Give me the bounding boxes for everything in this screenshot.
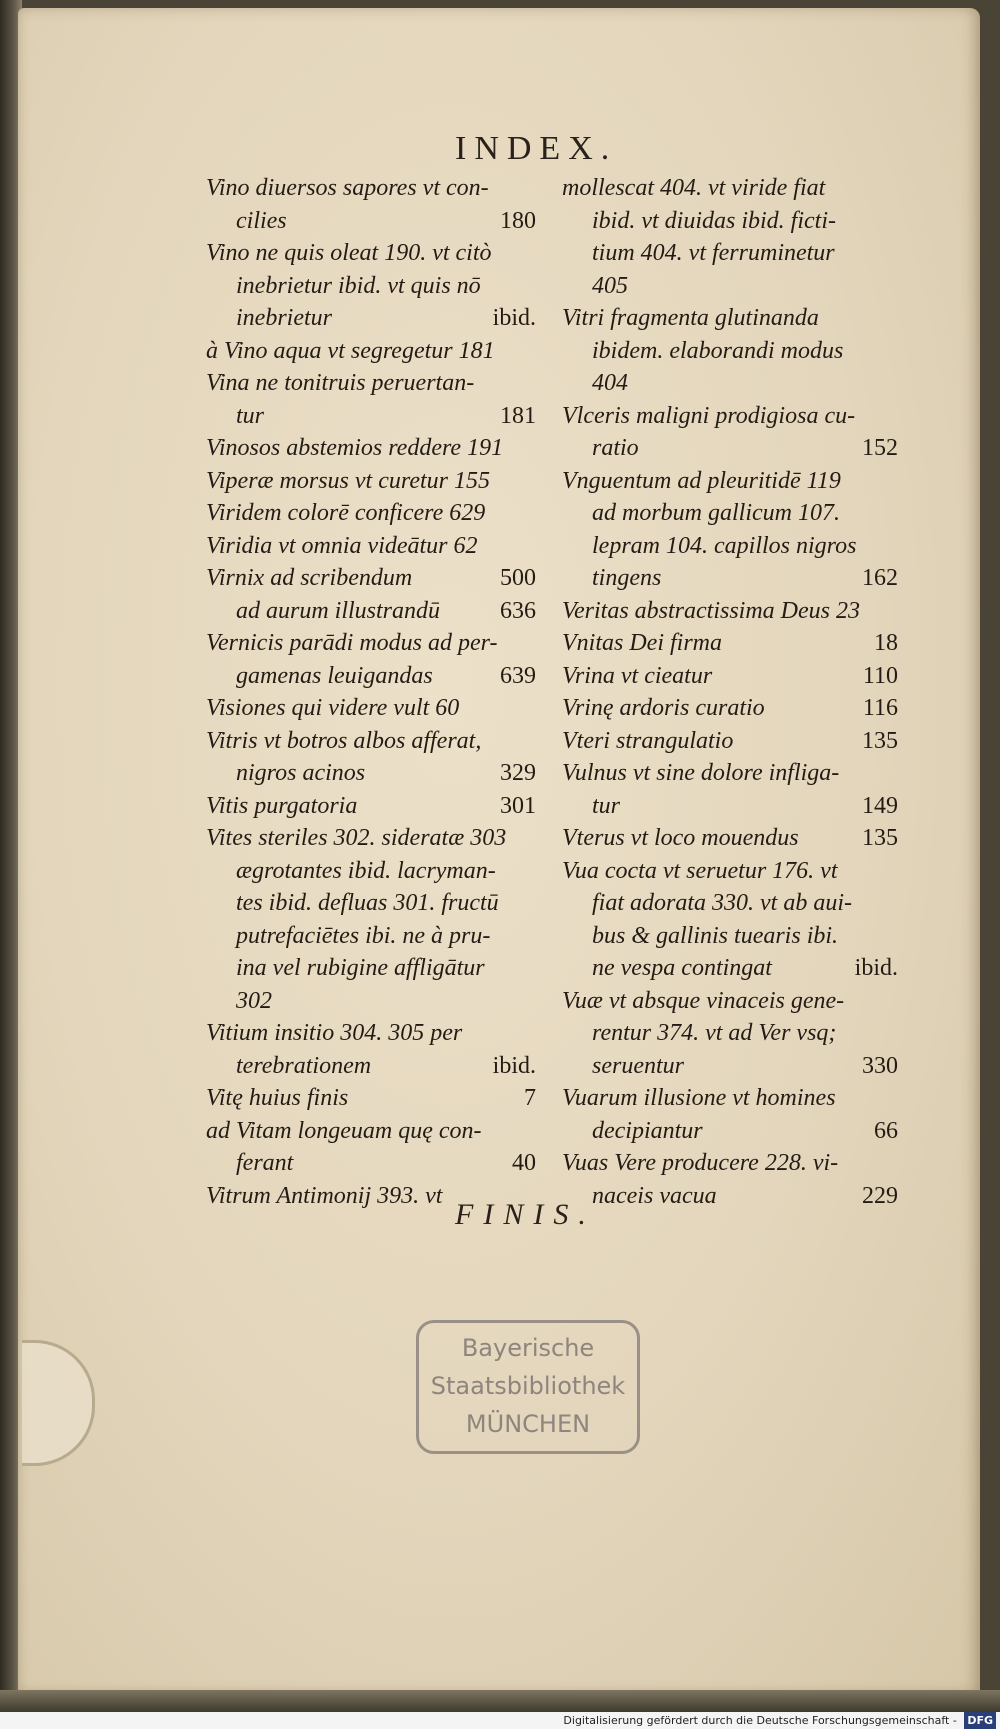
index-entry-line xyxy=(562,757,898,790)
index-entry-line xyxy=(206,205,536,238)
index-entry-line xyxy=(206,432,536,465)
entry-text: inebrietur xyxy=(236,305,332,331)
entry-page-ref: 110 xyxy=(862,662,898,689)
index-entry-line xyxy=(206,367,536,400)
index-entry-line xyxy=(562,790,898,823)
index-entry-line xyxy=(562,432,898,465)
entry-text: Vuas Vere producere 228. vi- xyxy=(562,1150,839,1176)
entry-text: Vitrum Antimonij 393. vt xyxy=(206,1182,443,1209)
index-entry-line xyxy=(562,920,898,953)
entry-text: Viridem colorē conficere 629 xyxy=(206,500,486,526)
index-entry-line xyxy=(206,335,536,368)
entry-text: Vulnus vt sine dolore infliga- xyxy=(562,760,840,786)
entry-text: ægrotantes ibid. lacryman- xyxy=(236,857,496,884)
index-entry xyxy=(562,985,898,1083)
index-entry-line xyxy=(206,1115,536,1148)
entry-text: tingens xyxy=(592,565,662,591)
entry-text: lepram 104. capillos nigros xyxy=(592,532,857,559)
entry-text: Vernicis parādi modus ad per- xyxy=(206,630,498,656)
index-entry-line xyxy=(562,725,898,758)
entry-page-ref: 152 xyxy=(862,435,898,461)
index-column-left xyxy=(206,172,536,1212)
entry-text: tes ibid. defluas 301. fructū xyxy=(236,890,499,916)
index-entry xyxy=(206,790,536,823)
entry-text: ibid. vt diuidas ibid. ficti- xyxy=(592,207,836,234)
index-entry-line xyxy=(562,172,898,205)
entry-text: Vua cocta vt seruetur 176. vt xyxy=(562,857,838,884)
index-entry-line xyxy=(206,1082,536,1115)
index-entry xyxy=(562,627,898,660)
index-column-right xyxy=(562,172,898,1212)
entry-text: tium 404. vt ferruminetur xyxy=(592,240,835,266)
index-entry-line xyxy=(562,855,898,888)
index-entry-line xyxy=(562,1180,898,1213)
index-entry-line xyxy=(562,270,898,303)
index-entry-line xyxy=(206,920,536,953)
index-entry-line xyxy=(562,1147,898,1180)
index-entry-line xyxy=(562,1017,898,1050)
entry-page-ref: 135 xyxy=(862,825,898,851)
entry-page-ref: 181 xyxy=(500,402,536,429)
index-entry xyxy=(562,855,898,985)
index-entry xyxy=(206,627,536,692)
index-entry-line xyxy=(562,692,898,725)
entry-text: à Vino aqua vt segregetur 181 xyxy=(206,337,495,364)
index-entry-line xyxy=(206,660,536,693)
index-entry-line xyxy=(206,400,536,433)
entry-text: Veritas abstractissima Deus 23 xyxy=(562,597,861,624)
entry-text: Vitris vt botros albos afferat, xyxy=(206,727,482,754)
index-entry xyxy=(206,237,536,335)
entry-page-ref: 500 xyxy=(500,565,536,591)
index-entry-line xyxy=(206,1147,536,1180)
index-entry-line xyxy=(562,400,898,433)
index-entry xyxy=(206,530,536,563)
entry-text: Vitis purgatoria xyxy=(206,792,358,819)
entry-page-ref: 7 xyxy=(524,1085,536,1111)
index-entry-line xyxy=(562,627,898,660)
entry-text: gamenas leuigandas xyxy=(236,662,433,689)
entry-text: Vrinę ardoris curatio xyxy=(562,695,765,721)
index-entry-line xyxy=(206,270,536,303)
entry-text: tur xyxy=(236,402,265,429)
entry-text: Vuæ vt absque vinaceis gene- xyxy=(562,987,845,1014)
index-entry-line xyxy=(562,237,898,270)
index-entry xyxy=(562,1082,898,1147)
index-entry xyxy=(206,465,536,498)
index-entry-line xyxy=(206,237,536,270)
entry-text: ne vespa contingat xyxy=(592,955,772,981)
index-entry-line xyxy=(562,335,898,368)
finis-text: FINIS. xyxy=(455,1198,596,1231)
entry-text: seruentur xyxy=(592,1052,684,1079)
index-entry-line xyxy=(562,1115,898,1148)
entry-text: Vterus vt loco mouendus xyxy=(562,825,799,851)
page-title: INDEX. xyxy=(455,130,618,167)
index-entry-line xyxy=(206,595,536,628)
index-entry-line xyxy=(562,887,898,920)
entry-text: putrefaciētes ibi. ne à pru- xyxy=(236,922,491,949)
entry-page-ref: 66 xyxy=(874,1117,898,1144)
index-entry xyxy=(206,172,536,237)
entry-text: cilies xyxy=(236,207,287,234)
entry-text: Vuarum illusione vt homines xyxy=(562,1085,836,1111)
entry-page-ref: 162 xyxy=(862,565,898,591)
entry-page-ref: 229 xyxy=(862,1182,898,1209)
entry-page-ref: ibid. xyxy=(492,305,536,331)
entry-text: Vnitas Dei firma xyxy=(562,630,722,656)
index-entry xyxy=(562,757,898,822)
entry-page-ref: 329 xyxy=(500,760,536,786)
index-entry-line xyxy=(562,302,898,335)
entry-text: Viperæ morsus vt curetur 155 xyxy=(206,467,490,494)
index-entry xyxy=(562,595,898,628)
index-entry-line xyxy=(562,205,898,238)
index-entry xyxy=(562,725,898,758)
index-entry-line xyxy=(562,367,898,400)
entry-text: Vino ne quis oleat 190. vt citò xyxy=(206,240,492,266)
index-entry-line xyxy=(562,595,898,628)
index-entry-line xyxy=(562,985,898,1018)
index-entry xyxy=(562,660,898,693)
entry-text: inebrietur ibid. vt quis nō xyxy=(236,272,481,299)
dfg-logo: DFG xyxy=(964,1712,996,1729)
footer-text: Digitalisierung gefördert durch die Deutsche Forschungsgemeinschaft - xyxy=(563,1714,957,1727)
index-entry-line xyxy=(206,1017,536,1050)
index-entry-line xyxy=(206,725,536,758)
entry-page-ref: 636 xyxy=(500,597,536,624)
entry-page-ref: 135 xyxy=(862,727,898,754)
stamp-line: Staatsbibliothek xyxy=(430,1372,626,1400)
entry-text: 404 xyxy=(592,370,628,396)
index-entry-line xyxy=(206,757,536,790)
index-entry-line xyxy=(562,660,898,693)
entry-text: ina vel rubigine affligātur xyxy=(236,955,485,981)
entry-text: Vitium insitio 304. 305 per xyxy=(206,1020,463,1046)
index-entry xyxy=(206,1115,536,1180)
index-entry xyxy=(562,302,898,400)
index-entry-line xyxy=(206,1050,536,1083)
index-entry xyxy=(206,562,536,627)
entry-text: Vinosos abstemios reddere 191 xyxy=(206,435,504,461)
index-entry xyxy=(206,1082,536,1115)
entry-text: Vteri strangulatio xyxy=(562,727,734,754)
index-entry xyxy=(206,335,536,368)
index-entry-line xyxy=(562,465,898,498)
index-entry-line xyxy=(562,822,898,855)
entry-text: Vino diuersos sapores vt con- xyxy=(206,175,489,201)
entry-text: Virnix ad scribendum xyxy=(206,565,413,591)
footer-bar xyxy=(0,1712,1000,1729)
entry-text: terebrationem xyxy=(236,1052,372,1079)
index-entry xyxy=(562,465,898,595)
entry-page-ref: ibid. xyxy=(492,1052,536,1079)
index-entry-line xyxy=(562,1082,898,1115)
entry-text: decipiantur xyxy=(592,1117,703,1144)
entry-text: Viridia vt omnia videātur 62 xyxy=(206,532,478,559)
index-entry xyxy=(562,1147,898,1212)
entry-text: Vitri fragmenta glutinanda xyxy=(562,305,819,331)
index-entry-line xyxy=(206,855,536,888)
book-edge-bottom xyxy=(0,1690,1000,1712)
entry-page-ref: 330 xyxy=(862,1052,898,1079)
entry-text: nigros acinos xyxy=(236,760,366,786)
index-entry xyxy=(206,432,536,465)
index-entry-line xyxy=(206,172,536,205)
entry-text: naceis vacua xyxy=(592,1182,717,1209)
index-entry-line xyxy=(206,790,536,823)
index-entry xyxy=(562,822,898,855)
entry-text: ibidem. elaborandi modus xyxy=(592,337,844,364)
entry-page-ref: ibid. xyxy=(854,955,898,981)
entry-text: fiat adorata 330. vt ab aui- xyxy=(592,890,852,916)
index-entry xyxy=(206,692,536,725)
entry-text: Vina ne tonitruis peruertan- xyxy=(206,370,475,396)
entry-page-ref: 639 xyxy=(500,662,536,689)
entry-text: ad aurum illustrandū xyxy=(236,597,441,624)
stamp-line: Bayerische xyxy=(461,1334,595,1362)
index-entry-line xyxy=(206,497,536,530)
index-entry-line xyxy=(206,465,536,498)
entry-page-ref: 116 xyxy=(862,695,898,721)
index-entry-line xyxy=(206,887,536,920)
index-entry xyxy=(206,367,536,432)
entry-text: ratio xyxy=(592,435,639,461)
entry-text: bus & gallinis tuearis ibi. xyxy=(592,922,839,949)
index-entry-line xyxy=(206,692,536,725)
entry-page-ref: 40 xyxy=(512,1150,536,1176)
index-entry xyxy=(562,172,898,302)
entry-text: Vitę huius finis xyxy=(206,1085,349,1111)
entry-text: Vlceris maligni prodigiosa cu- xyxy=(562,402,856,429)
entry-text: Vites steriles 302. sideratæ 303 xyxy=(206,825,507,851)
index-entry xyxy=(206,497,536,530)
library-stamp xyxy=(416,1320,640,1454)
index-entry-line xyxy=(562,1050,898,1083)
index-entry-line xyxy=(206,562,536,595)
entry-page-ref: 180 xyxy=(500,207,536,234)
index-entry-line xyxy=(206,530,536,563)
index-entry-line xyxy=(562,497,898,530)
index-entry xyxy=(206,725,536,790)
entry-text: ferant xyxy=(236,1150,294,1176)
entry-text: 405 xyxy=(592,272,628,299)
entry-text: ad Vitam longeuam quę con- xyxy=(206,1117,482,1144)
stamp-line: MÜNCHEN xyxy=(465,1410,591,1438)
index-entry-line xyxy=(206,822,536,855)
entry-text: rentur 374. vt ad Ver vsq; xyxy=(592,1020,837,1046)
index-entry-line xyxy=(562,952,898,985)
index-entry xyxy=(206,1017,536,1082)
entry-text: Vnguentum ad pleuritidē 119 xyxy=(562,467,841,494)
index-entry xyxy=(562,400,898,465)
index-entry xyxy=(206,822,536,1017)
index-entry-line xyxy=(206,302,536,335)
entry-text: ad morbum gallicum 107. xyxy=(592,500,840,526)
entry-text: tur xyxy=(592,792,621,819)
index-entry-line xyxy=(562,562,898,595)
entry-page-ref: 18 xyxy=(874,630,898,656)
index-entry-line xyxy=(206,985,536,1018)
entry-text: 302 xyxy=(236,987,272,1014)
index-entry-line xyxy=(562,530,898,563)
entry-page-ref: 149 xyxy=(862,792,898,819)
entry-text: Visiones qui videre vult 60 xyxy=(206,695,460,721)
index-entry xyxy=(562,692,898,725)
index-entry-line xyxy=(206,627,536,660)
entry-text: mollescat 404. vt viride fiat xyxy=(562,175,826,201)
index-entry-line xyxy=(206,952,536,985)
entry-page-ref: 301 xyxy=(500,792,536,819)
entry-text: Vrina vt cieatur xyxy=(562,662,713,689)
